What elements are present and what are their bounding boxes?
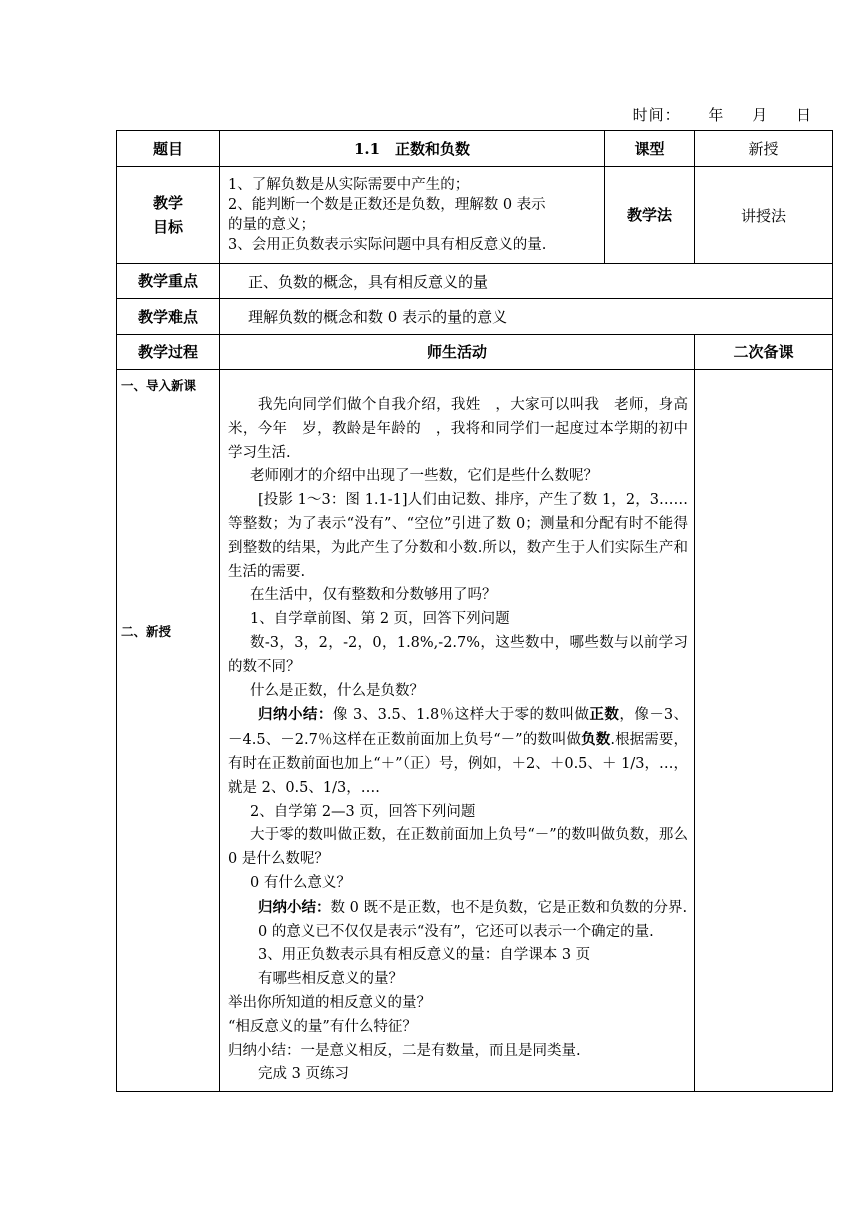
date-line bbox=[619, 104, 812, 125]
key-points-row bbox=[117, 264, 833, 299]
difficulties-label: 教学难点 bbox=[117, 299, 220, 335]
paragraph: 数-3，3，2，-2，0，1.8%,-2.7%，这些数中，哪些数与以前学习的数不同？ bbox=[228, 634, 689, 675]
paragraph: 3、用正负数表示具有相反意义的量：自学课本 3 页 bbox=[258, 947, 591, 964]
paragraph: 1、自学章前图、第 2 页，回答下列问题 bbox=[250, 611, 510, 628]
summary-paragraph bbox=[228, 896, 688, 921]
objective-item: 3、会用正负数表示实际问题中具有相反意义的量. bbox=[228, 237, 547, 253]
term-positive: 正数 bbox=[589, 706, 620, 724]
key-points-value: 正、负数的概念，具有相反意义的量 bbox=[220, 264, 833, 299]
secondary-prep-header: 二次备课 bbox=[695, 335, 833, 370]
title-row bbox=[117, 131, 833, 167]
secondary-prep-cell bbox=[695, 370, 833, 1092]
time-label: 时间： bbox=[632, 106, 681, 124]
paragraph: 举出你所知道的相反意义的量？ bbox=[228, 994, 431, 1011]
paragraph: 大于零的数叫做正数，在正数前面加上负号“－”的数叫做负数，那么 0 是什么数呢？ bbox=[228, 827, 689, 868]
paragraph: 在生活中，仅有整数和分数够用了吗？ bbox=[250, 587, 497, 604]
lesson-plan-table bbox=[116, 130, 833, 1092]
objective-item: 1、了解负数是从实际需要中产生的； bbox=[228, 177, 470, 193]
paragraph: 0 有什么意义？ bbox=[250, 874, 351, 891]
objectives-label bbox=[117, 167, 220, 264]
paragraph: 完成 3 页练习 bbox=[258, 1066, 349, 1083]
month-label: 月 bbox=[752, 106, 769, 124]
day-label: 日 bbox=[795, 106, 812, 124]
objective-item: 2、能判断一个数是正数还是负数，理解数 0 表示 bbox=[228, 197, 546, 213]
paragraph: 0 的意义已不仅仅是表示“没有”，它还可以表示一个确定的量. bbox=[258, 923, 654, 940]
title-label: 题目 bbox=[117, 131, 220, 167]
difficulties-value: 理解负数的概念和数 0 表示的量的意义 bbox=[220, 299, 833, 335]
paragraph: [投影 1～3：图 1.1-1]人们由记数、排序，产生了数 1，2，3……等整数；为了表示“没有”、“空位”引进了数 0；测量和分配有时不能得到整数的结果，为此产生了分数和小数.所以，数产生于人们实际生产和生活的需要. bbox=[228, 492, 689, 580]
paragraph: 老师刚才的介绍中出现了一些数，它们是些什么数呢？ bbox=[250, 468, 598, 485]
objectives-label-line1: 教学 bbox=[152, 194, 183, 212]
method-value: 讲授法 bbox=[695, 167, 833, 264]
lesson-type-value: 新授 bbox=[695, 131, 833, 167]
summary-heading: 归纳小结： bbox=[258, 898, 331, 916]
paragraph: 什么是正数，什么是负数？ bbox=[250, 682, 424, 699]
paragraph: 2、自学第 2—3 页，回答下列问题 bbox=[250, 803, 476, 820]
objectives-row bbox=[117, 167, 833, 264]
key-points-label: 教学重点 bbox=[117, 264, 220, 299]
paragraph: 归纳小结：一是意义相反，二是有数量，而且是同类量. bbox=[228, 1042, 581, 1059]
summary-text: .根据需要，有时在正数前面也加上“＋”（正）号，例如，＋2、＋0.5、＋ 1/3，…，就是 2、0.5、1/3，…. bbox=[228, 732, 689, 796]
section-new-label: 二、新授 bbox=[121, 624, 172, 639]
paragraph: 有哪些相反意义的量？ bbox=[258, 971, 403, 988]
paragraph: “相反意义的量”有什么特征？ bbox=[228, 1018, 417, 1035]
lesson-title: 1.1 正数和负数 bbox=[220, 131, 605, 167]
method-label: 教学法 bbox=[605, 167, 695, 264]
activity-header: 师生活动 bbox=[220, 335, 695, 370]
objectives-list bbox=[220, 167, 605, 264]
lesson-type-label: 课型 bbox=[605, 131, 695, 167]
process-header-row bbox=[117, 335, 833, 370]
activity-content bbox=[220, 370, 703, 1092]
process-label: 教学过程 bbox=[117, 335, 220, 370]
section-intro-label: 一、导入新课 bbox=[121, 378, 197, 393]
summary-text: ，像－3、－4.5、－2.7％这样在正数前面加上负号“－”的数叫做 bbox=[228, 707, 689, 749]
objective-item: 的量的意义； bbox=[228, 217, 315, 233]
process-body-row bbox=[117, 370, 833, 1092]
summary-heading: 归纳小结： bbox=[258, 706, 333, 724]
process-section-labels bbox=[117, 370, 220, 1092]
summary-text: 数 0 既不是正数，也不是负数，它是正数和负数的分界. bbox=[330, 899, 688, 916]
paragraph: 我先向同学们做个自我介绍，我姓 ，大家可以叫我 老师，身高 米，今年 岁，教龄是年龄的 ，我将和同学们一起度过本学期的初中学习生活. bbox=[228, 397, 703, 461]
difficulties-row bbox=[117, 299, 833, 335]
objectives-label-line2: 目标 bbox=[152, 218, 183, 236]
summary-paragraph bbox=[228, 703, 688, 800]
year-label: 年 bbox=[708, 106, 725, 124]
term-negative: 负数 bbox=[581, 731, 611, 749]
summary-text: 像 3、3.5、1.8％这样大于零的数叫做 bbox=[332, 707, 590, 724]
